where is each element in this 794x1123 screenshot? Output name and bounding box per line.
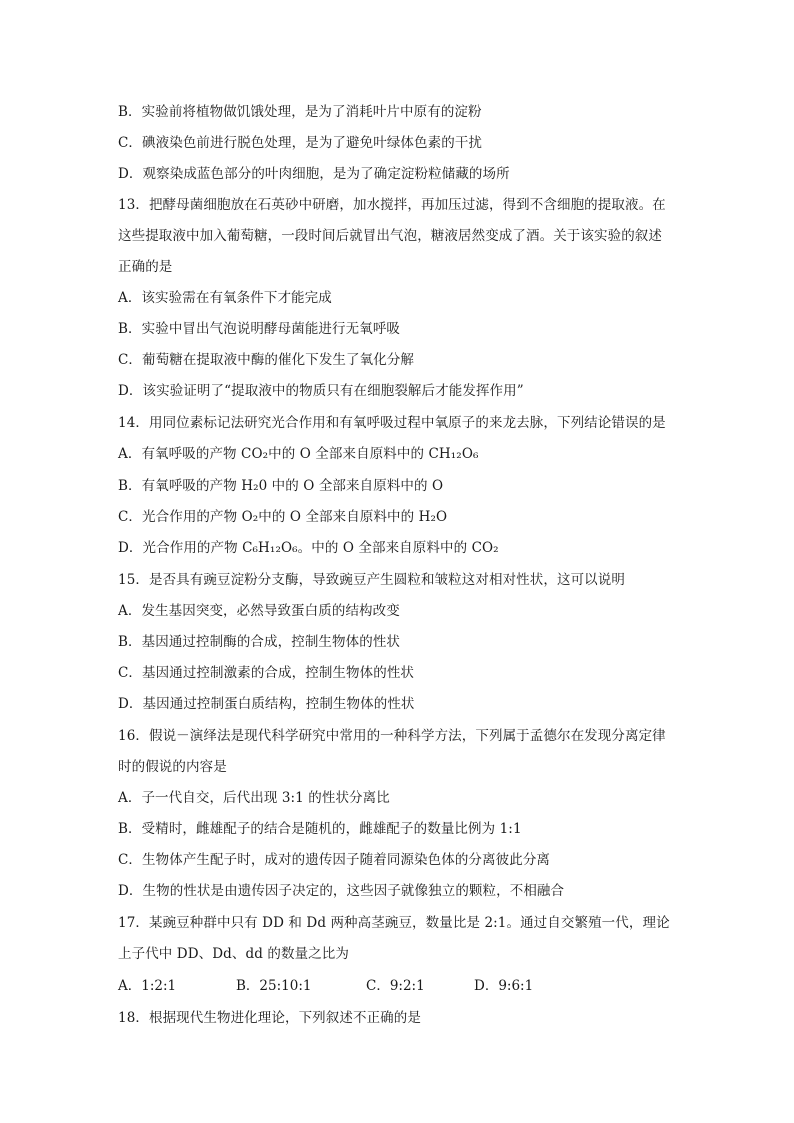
- text-line: C．碘液染色前进行脱色处理，是为了避免叶绿体色素的干扰: [118, 135, 483, 151]
- option-b: B．实验中冒出气泡说明酵母菌能进行无氧呼吸: [118, 321, 401, 337]
- question-15-stem: 15．是否具有豌豆淀粉分支酶，导致豌豆产生圆粒和皱粒这对相对性状，这可以说明: [118, 572, 625, 588]
- text-line: B．实验前将植物做饥饿处理，是为了消耗叶片中原有的淀粉: [118, 104, 482, 120]
- option-b: B．25:10:1: [236, 978, 312, 994]
- question-18-stem: 18．根据现代生物进化理论，下列叙述不正确的是: [118, 1010, 421, 1026]
- option-a: A．该实验需在有氧条件下才能完成: [118, 290, 332, 306]
- question-17-options: [118, 976, 533, 996]
- option-d: D．9:6:1: [474, 978, 534, 994]
- question-17-stem: 17．某豌豆种群中只有 DD 和 Dd 两种高茎豌豆，数量比是 2:1。通过自交繁殖一代，理论: [118, 915, 670, 931]
- option-d: D．该实验证明了“提取液中的物质只有在细胞裂解后才能发挥作用”: [118, 383, 524, 399]
- question-17-stem: 上子代中 DD、Dd、dd 的数量之比为: [118, 946, 349, 962]
- option-d: D．基因通过控制蛋白质结构，控制生物体的性状: [118, 696, 415, 712]
- question-16-stem: 16．假说－演绎法是现代科学研究中常用的一种科学方法，下列属于孟德尔在发现分离定律: [118, 728, 666, 744]
- option-c: C．葡萄糖在提取液中酶的催化下发生了氧化分解: [118, 352, 415, 368]
- option-a: A．发生基因突变，必然导致蛋白质的结构改变: [118, 603, 400, 619]
- question-13-stem: 正确的是: [118, 259, 173, 275]
- option-c: C．基因通过控制激素的合成，控制生物体的性状: [118, 665, 415, 681]
- question-16-stem: 时的假说的内容是: [118, 759, 227, 775]
- option-a: A．有氧呼吸的产物 CO₂中的 O 全部来自原料中的 CH₁₂O₆: [118, 446, 479, 462]
- question-14-stem: 14．用同位素标记法研究光合作用和有氧呼吸过程中氧原子的来龙去脉，下列结论错误的是: [118, 415, 666, 431]
- option-d: D．生物的性状是由遗传因子决定的，这些因子就像独立的颗粒，不相融合: [118, 883, 565, 899]
- option-a: A．子一代自交，后代出现 3:1 的性状分离比: [118, 790, 390, 806]
- option-b: B．有氧呼吸的产物 H₂0 中的 O 全部来自原料中的 O: [118, 478, 444, 494]
- text-line: D．观察染成蓝色部分的叶肉细胞，是为了确定淀粉粒储藏的场所: [118, 166, 510, 182]
- question-13-stem: 这些提取液中加入葡萄糖，一段时间后就冒出气泡，糖液居然变成了酒。关于该实验的叙述: [118, 228, 662, 244]
- option-c: C．生物体产生配子时，成对的遗传因子随着同源染色体的分离彼此分离: [118, 852, 551, 868]
- option-d: D．光合作用的产物 C₆H₁₂O₆。中的 O 全部来自原料中的 CO₂: [118, 540, 499, 556]
- question-13-stem: 13．把酵母菌细胞放在石英砂中研磨，加水搅拌，再加压过滤，得到不含细胞的提取液。在: [118, 197, 666, 213]
- option-b: B．基因通过控制酶的合成，控制生物体的性状: [118, 634, 401, 650]
- option-a: A．1:2:1: [118, 978, 177, 994]
- option-c: C．9:2:1: [366, 978, 425, 994]
- option-b: B．受精时，雌雄配子的结合是随机的，雌雄配子的数量比例为 1:1: [118, 821, 522, 837]
- option-c: C．光合作用的产物 O₂中的 O 全部来自原料中的 H₂O: [118, 509, 448, 525]
